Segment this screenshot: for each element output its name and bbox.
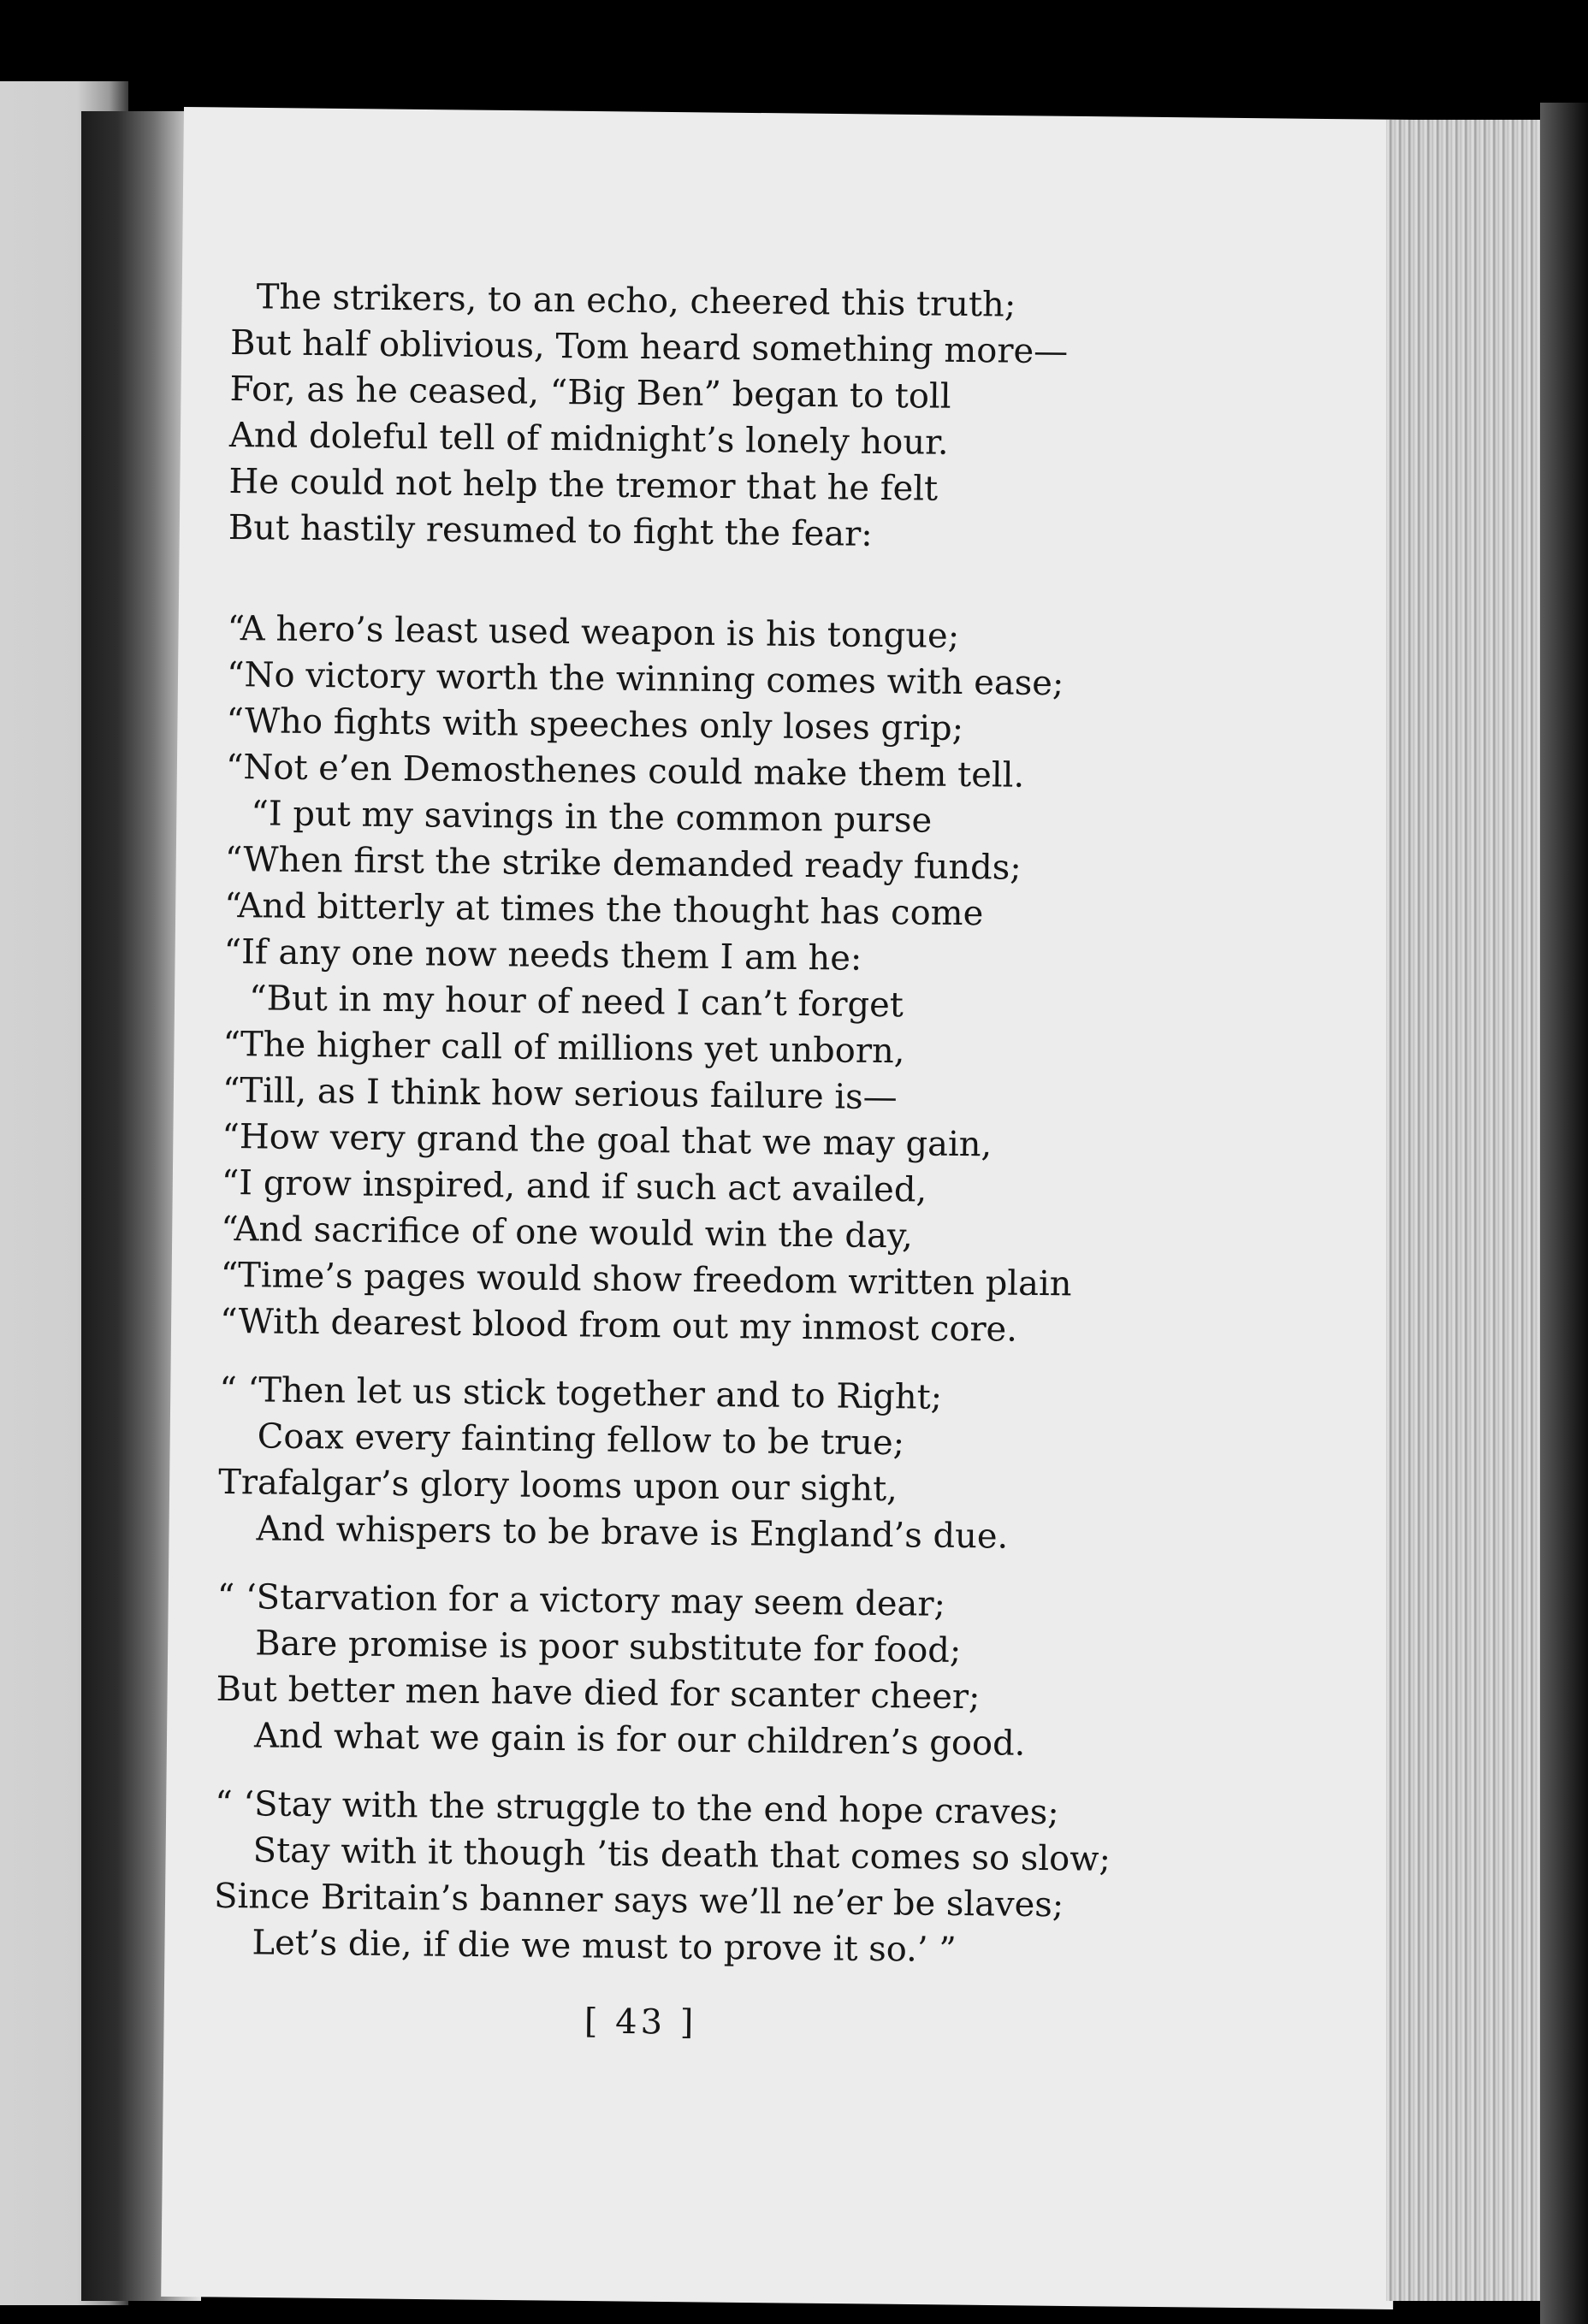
poem-line: Since Britain’s banner says we’ll ne’er be slaves; <box>213 1876 1064 1925</box>
page-number: [ 43 ] <box>584 2002 697 2043</box>
scan-border <box>1540 103 1588 2324</box>
stanza <box>216 1574 1355 1771</box>
poem-line: “The higher call of millions yet unborn, <box>222 1024 905 1072</box>
poem-line: And whispers to be brave is England’s due. <box>256 1509 1009 1557</box>
poem-line: Trafalgar’s glory looms upon our sight, <box>217 1462 898 1510</box>
poem-line: “Who fights with speeches only loses grip; <box>226 701 964 748</box>
poem-line: “When first the strike demanded ready funds; <box>224 839 1022 888</box>
poem-line: But better men have died for scanter cheer; <box>216 1669 981 1718</box>
poem-line: “And sacrifice of one would win the day, <box>221 1209 914 1257</box>
poem-line: Coax every fainting fellow to be true; <box>257 1416 905 1464</box>
poem-line: Bare promise is poor substitute for food; <box>254 1623 962 1671</box>
poem-line: Let’s die, if die we must to prove it so.’ ” <box>252 1923 957 1970</box>
poem-line: “ ‘Stay with the struggle to the end hope craves; <box>215 1783 1059 1833</box>
poem-line: And what we gain is for our children’s good. <box>253 1716 1026 1764</box>
poem-line: “If any one now needs them I am he: <box>223 931 862 979</box>
poem-line: “ ‘Then let us stick together and to Right; <box>219 1369 943 1417</box>
stanza <box>228 274 1369 563</box>
poem-line: “How very grand the goal that we may gain, <box>222 1116 992 1165</box>
poem-line: “Time’s pages would show freedom written plain <box>220 1255 1072 1304</box>
poem-line: “No victory worth the winning comes with ease; <box>226 654 1064 704</box>
poem-line: For, as he ceased, “Big Ben” began to toll <box>229 369 951 417</box>
stanza <box>217 1367 1357 1564</box>
poem-line: “But in my hour of need I can’t forget <box>248 979 904 1026</box>
poem-line: “I grow inspired, and if such act availed, <box>221 1162 927 1210</box>
poem-line: And doleful tell of midnight’s lonely hour. <box>228 415 949 463</box>
poem-line: “Till, as I think how serious failure is— <box>222 1070 898 1118</box>
poem-line: “And bitterly at times the thought has come <box>224 885 984 934</box>
stanza <box>220 606 1366 1357</box>
poem-line: “A hero’s least used weapon is his tongue; <box>227 608 960 656</box>
poem-text <box>212 274 1369 2053</box>
poem-line: Stay with it though ’tis death that comes so slow; <box>252 1830 1111 1879</box>
poem-line: “ ‘Starvation for a victory may seem dear; <box>216 1576 946 1624</box>
poem-line: But half oblivious, Tom heard something more— <box>229 322 1069 372</box>
poem-line: “Not e’en Demosthenes could make them tell. <box>225 747 1025 795</box>
page-edges <box>1386 120 1557 2301</box>
poem-line: “With dearest blood from out my inmost core. <box>219 1301 1018 1350</box>
poem-line: But hastily resumed to fight the fear: <box>228 507 874 554</box>
poem-line: He could not help the tremor that he felt <box>228 461 939 509</box>
poem-line: “I put my savings in the common purse <box>251 794 933 841</box>
stanza <box>213 1781 1353 1978</box>
poem-line: The strikers, to an echo, cheered this truth; <box>256 277 1016 325</box>
